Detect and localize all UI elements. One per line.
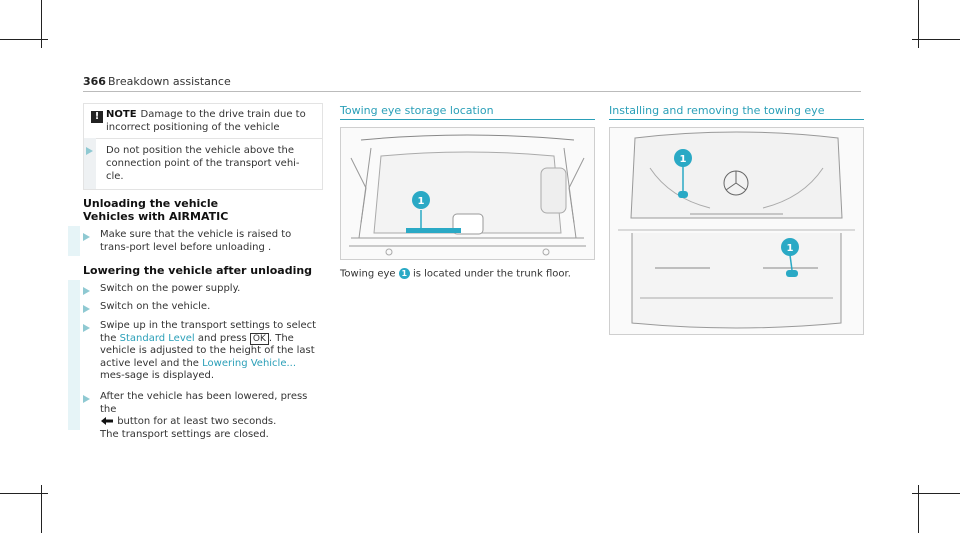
warning-icon: ! — [91, 111, 103, 123]
note-step-row — [84, 138, 322, 189]
note-box — [83, 103, 323, 190]
lowering-step-4 — [100, 391, 322, 441]
install-remove-title: Installing and removing the towing eye — [609, 104, 825, 117]
crop-mark — [912, 39, 960, 40]
note-text — [106, 108, 316, 134]
step-arrow-icon — [83, 233, 90, 241]
step3-text-f: mes-sage is displayed. — [100, 370, 215, 382]
step-bar — [68, 280, 80, 430]
heading-unloading: Unloading the vehicle — [83, 197, 219, 210]
svg-text:1: 1 — [679, 154, 687, 165]
crop-mark — [0, 493, 48, 494]
crop-mark — [0, 39, 48, 40]
ok-key-icon: OK — [250, 333, 269, 345]
crop-mark — [41, 0, 42, 48]
unloading-step-1: Make sure that the vehicle is raised to trans-port level before unloading . — [100, 229, 292, 253]
crop-mark — [912, 493, 960, 494]
page-number: 366 — [83, 75, 106, 88]
heading-airmatic: Vehicles with AIRMATIC — [83, 210, 229, 223]
bumper-drawing — [610, 128, 863, 334]
heading-lowering: Lowering the vehicle after unloading — [83, 264, 313, 277]
step4-text-b: button for at least two seconds. — [117, 416, 277, 428]
lowering-vehicle-label: Lowering Vehicle... — [202, 357, 297, 369]
note-step-text: Do not position the vehicle above the connection point of the transport vehi-cle. — [106, 145, 300, 182]
towing-storage-title: Towing eye storage location — [340, 104, 494, 117]
step3-text-c: and press — [197, 332, 247, 344]
bumper-illustration — [609, 127, 864, 335]
svg-text:1: 1 — [417, 196, 425, 207]
note-header — [84, 104, 322, 139]
towing-storage-caption — [340, 268, 571, 280]
towing-storage-rule — [340, 119, 595, 120]
note-body: Damage to the drive train due to incorrect positioning of the vehicle — [106, 109, 306, 133]
caption-text-b: is located under the trunk floor. — [412, 268, 571, 280]
caption-text-a: Towing eye — [340, 268, 396, 280]
step-arrow-icon — [86, 147, 93, 155]
back-arrow-icon — [100, 416, 114, 426]
step4-text-a: After the vehicle has been lowered, press the — [100, 391, 308, 415]
step3-text-a: Swipe up in the transport settings to select the — [100, 320, 317, 344]
lowering-step-3 — [100, 320, 322, 383]
header-divider — [83, 91, 861, 92]
step-arrow-icon — [83, 287, 90, 295]
note-step-bar — [84, 138, 96, 189]
step-arrow-icon — [83, 324, 90, 332]
step-arrow-icon — [83, 305, 90, 313]
trunk-illustration — [340, 127, 595, 260]
trunk-drawing — [341, 128, 594, 259]
svg-text:1: 1 — [786, 243, 794, 254]
lowering-step-2: Switch on the vehicle. — [100, 301, 211, 312]
standard-level-label: Standard Level — [119, 332, 195, 344]
step4-text-c: The transport settings are closed. — [100, 428, 269, 440]
lowering-step-1: Switch on the power supply. — [100, 283, 241, 294]
callout-badge: 1 — [399, 268, 410, 279]
step-arrow-icon — [83, 395, 90, 403]
section-title: Breakdown assistance — [108, 75, 231, 88]
step3-text-d: . The vehicle is adjusted to the height of the last active level and the — [100, 332, 315, 369]
note-label: NOTE — [106, 109, 137, 120]
install-remove-rule — [609, 119, 864, 120]
crop-mark — [918, 0, 919, 48]
step-bar — [68, 226, 80, 256]
